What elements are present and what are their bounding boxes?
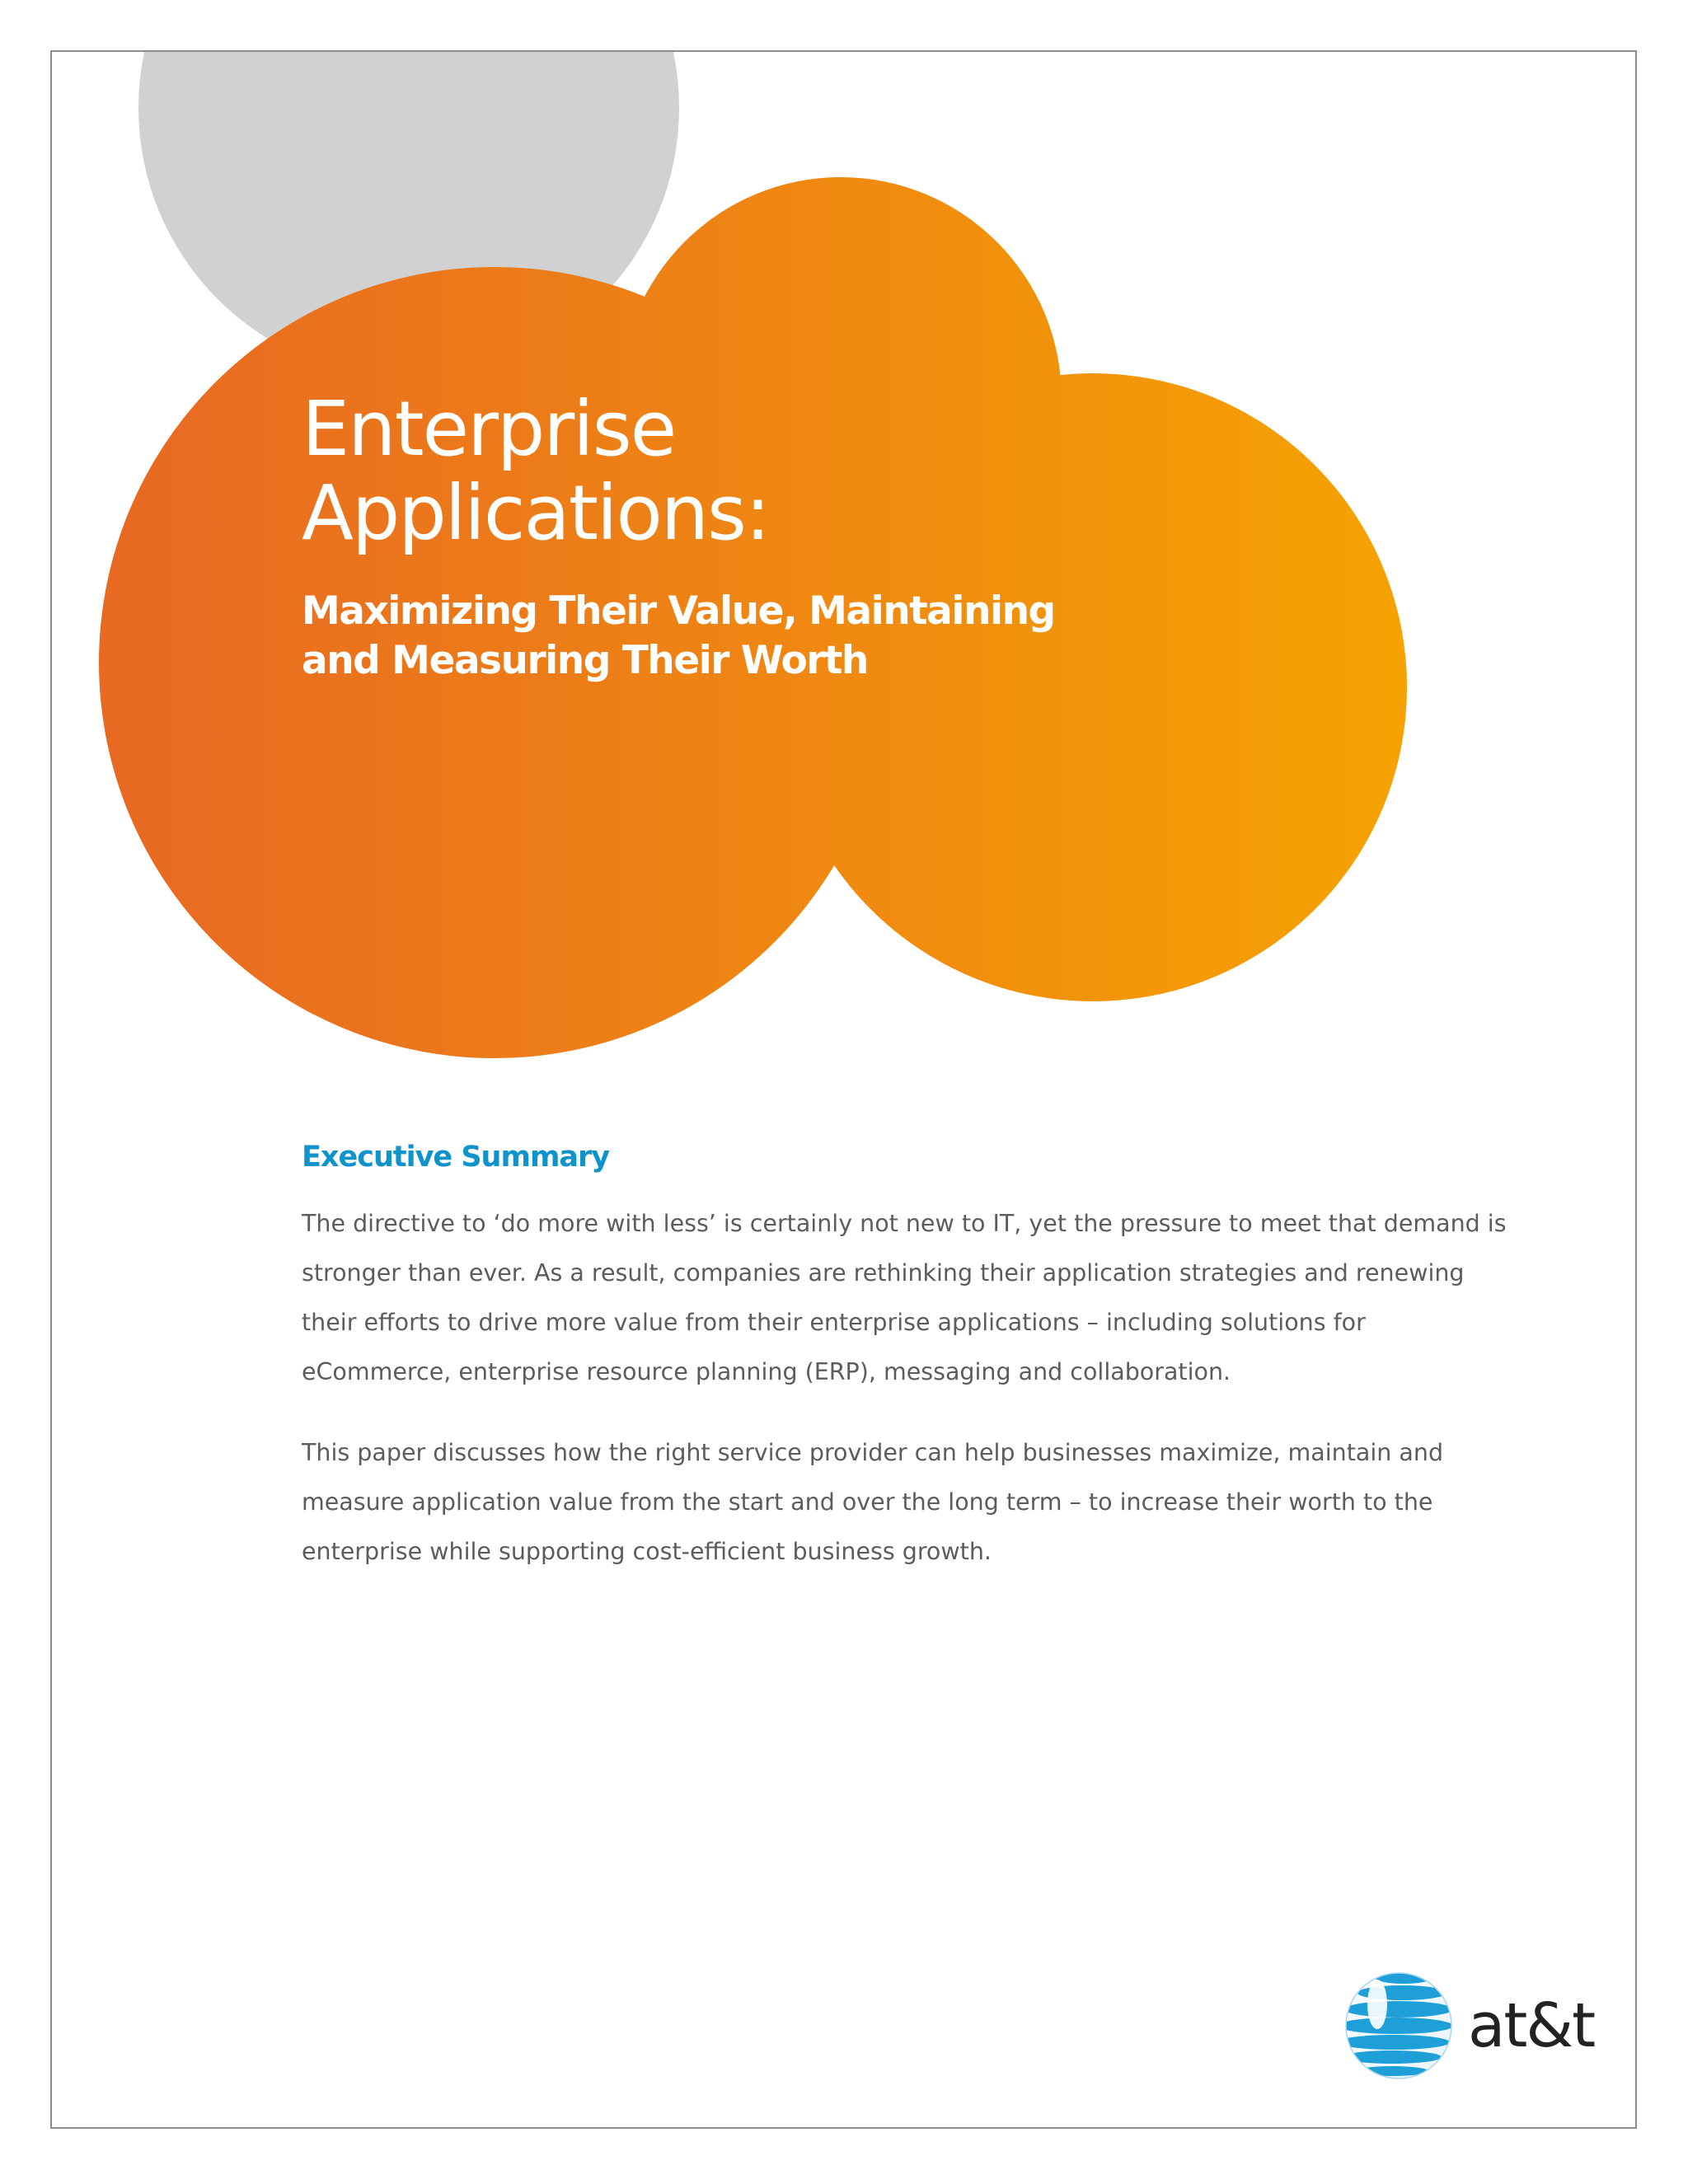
att-globe-icon (1344, 1971, 1453, 2080)
att-wordmark: at&t (1468, 1990, 1595, 2061)
page-frame (50, 50, 1637, 2129)
section-heading: Executive Summary (302, 1141, 610, 1174)
subtitle-line-2: and Measuring Their Worth (302, 638, 868, 683)
summary-paragraph-2: This paper discusses how the right service provider can help businesses maximize, maintain and measure application value from the start and over the long term – to increase their worth to the enterprise while supporting cost-efficient business growth. (302, 1439, 1444, 1565)
cover-background-art (52, 52, 1637, 2129)
subtitle-line-1: Maximizing Their Value, Maintaining (302, 588, 1055, 634)
att-logo (1344, 1971, 1594, 2080)
title-line-2: Applications: (302, 469, 769, 557)
title-line-1: Enterprise (302, 385, 676, 473)
executive-summary-section (302, 1138, 1513, 1608)
document-subtitle (302, 587, 1055, 686)
summary-paragraph-1: The directive to ‘do more with less’ is certainly not new to IT, yet the pressure to meet that demand is stronger than ever. As a result, companies are rethinking their application strategies and renewing their efforts to drive more value from their enterprise applications – including solutions for eCommerce, enterprise resource planning (ERP), messaging and collaboration. (302, 1210, 1507, 1385)
document-title (302, 387, 1055, 555)
title-block (302, 387, 1055, 686)
